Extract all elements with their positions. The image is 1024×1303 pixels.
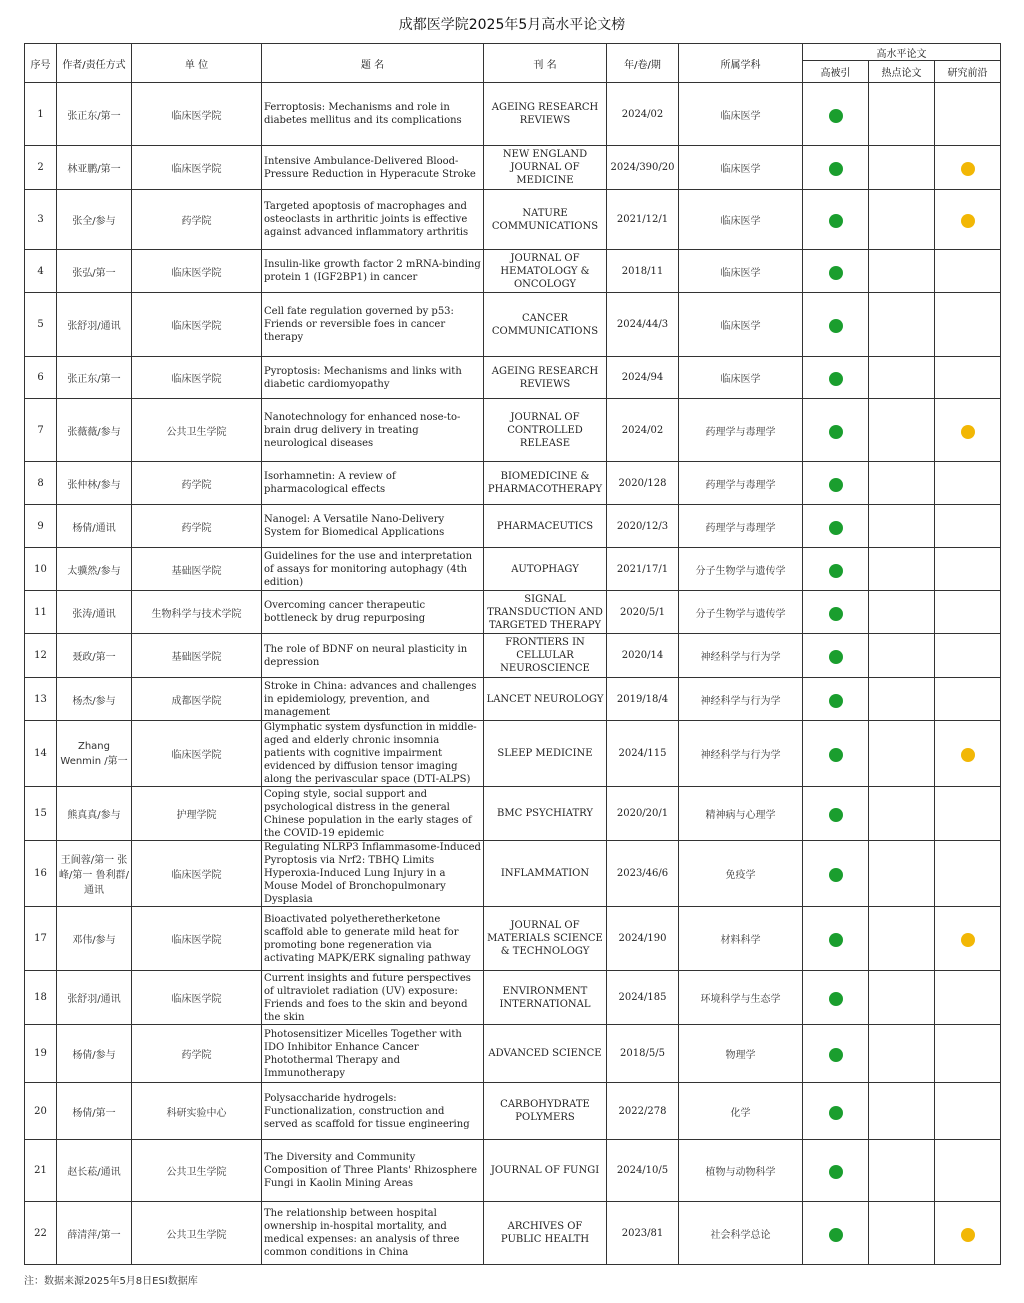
author-cell: 邓伟/参与 <box>57 907 132 971</box>
hot-paper-cell <box>869 146 935 190</box>
highly-cited-cell <box>803 841 869 907</box>
research-frontier-cell <box>935 399 1001 462</box>
unit-cell: 生物科学与技术学院 <box>132 591 262 634</box>
paper-title-cell: The relationship between hospital ownership in-hospital mortality, and medical expenses: an analysis of three common conditions in China <box>262 1202 484 1265</box>
research-frontier-dot <box>961 748 975 762</box>
journal-cell: JOURNAL OF MATERIALS SCIENCE & TECHNOLOGY <box>484 907 607 971</box>
table-row <box>25 357 1001 399</box>
subject-cell: 临床医学 <box>679 250 803 293</box>
row-number: 10 <box>25 548 57 591</box>
hot-paper-cell <box>869 907 935 971</box>
table-row <box>25 146 1001 190</box>
row-number: 21 <box>25 1140 57 1202</box>
unit-cell: 临床医学院 <box>132 146 262 190</box>
highly-cited-cell <box>803 1140 869 1202</box>
author-cell: 张仲林/参与 <box>57 462 132 505</box>
subject-cell: 临床医学 <box>679 146 803 190</box>
highly-cited-dot <box>829 694 843 708</box>
highly-cited-cell <box>803 505 869 548</box>
research-frontier-cell <box>935 907 1001 971</box>
volume-cell: 2023/46/6 <box>607 841 679 907</box>
research-frontier-cell <box>935 505 1001 548</box>
table-row <box>25 250 1001 293</box>
subject-cell: 临床医学 <box>679 190 803 250</box>
unit-cell: 科研实验中心 <box>132 1083 262 1140</box>
paper-title-cell: Coping style, social support and psychological distress in the general Chinese population in the early stages of the COVID-19 epidemic <box>262 787 484 841</box>
author-cell: 张正东/第一 <box>57 357 132 399</box>
paper-title-cell: Regulating NLRP3 Inflammasome-Induced Pyroptosis via Nrf2: TBHQ Limits Hyperoxia-Induced Lung Injury in a Mouse Model of Bronchopulmonary Dysplasia <box>262 841 484 907</box>
research-frontier-cell <box>935 971 1001 1025</box>
highly-cited-cell <box>803 591 869 634</box>
research-frontier-cell <box>935 357 1001 399</box>
journal-cell: AGEING RESEARCH REVIEWS <box>484 83 607 146</box>
highly-cited-cell <box>803 787 869 841</box>
subject-cell: 临床医学 <box>679 83 803 146</box>
unit-cell: 成都医学院 <box>132 678 262 721</box>
row-number: 15 <box>25 787 57 841</box>
research-frontier-cell <box>935 1202 1001 1265</box>
research-frontier-cell <box>935 1140 1001 1202</box>
author-cell: 张弘/第一 <box>57 250 132 293</box>
highly-cited-dot <box>829 162 843 176</box>
research-frontier-dot <box>961 933 975 947</box>
row-number: 13 <box>25 678 57 721</box>
table-row <box>25 787 1001 841</box>
header-group: 高水平论文 <box>803 44 1001 61</box>
row-number: 20 <box>25 1083 57 1140</box>
unit-cell: 药学院 <box>132 462 262 505</box>
research-frontier-dot <box>961 1228 975 1242</box>
highly-cited-dot <box>829 808 843 822</box>
paper-ranking-table <box>24 43 1001 1265</box>
research-frontier-cell <box>935 1083 1001 1140</box>
author-cell: 杨杰/参与 <box>57 678 132 721</box>
row-number: 9 <box>25 505 57 548</box>
highly-cited-cell <box>803 1025 869 1083</box>
hot-paper-cell <box>869 1083 935 1140</box>
highly-cited-dot <box>829 109 843 123</box>
unit-cell: 公共卫生学院 <box>132 399 262 462</box>
highly-cited-cell <box>803 190 869 250</box>
unit-cell: 临床医学院 <box>132 841 262 907</box>
hot-paper-cell <box>869 190 935 250</box>
row-number: 14 <box>25 721 57 787</box>
header-author: 作者/责任方式 <box>57 44 132 83</box>
hot-paper-cell <box>869 548 935 591</box>
highly-cited-cell <box>803 548 869 591</box>
highly-cited-dot <box>829 992 843 1006</box>
author-cell: 杨倩/第一 <box>57 1083 132 1140</box>
row-number: 2 <box>25 146 57 190</box>
subject-cell: 药理学与毒理学 <box>679 505 803 548</box>
research-frontier-cell <box>935 1025 1001 1083</box>
volume-cell: 2020/128 <box>607 462 679 505</box>
highly-cited-dot <box>829 868 843 882</box>
hot-paper-cell <box>869 678 935 721</box>
volume-cell: 2021/17/1 <box>607 548 679 591</box>
unit-cell: 临床医学院 <box>132 357 262 399</box>
highly-cited-dot <box>829 607 843 621</box>
row-number: 5 <box>25 293 57 357</box>
highly-cited-dot <box>829 748 843 762</box>
author-cell: 赵长菘/通讯 <box>57 1140 132 1202</box>
table-row <box>25 83 1001 146</box>
row-number: 3 <box>25 190 57 250</box>
paper-title-cell: The Diversity and Community Composition of Three Plants' Rhizosphere Fungi in Kaolin Mining Areas <box>262 1140 484 1202</box>
row-number: 22 <box>25 1202 57 1265</box>
volume-cell: 2024/02 <box>607 83 679 146</box>
unit-cell: 基础医学院 <box>132 548 262 591</box>
author-cell: 王阆蓉/第一 张峰/第一 鲁利群/通讯 <box>57 841 132 907</box>
subject-cell: 神经科学与行为学 <box>679 678 803 721</box>
journal-cell: SIGNAL TRANSDUCTION AND TARGETED THERAPY <box>484 591 607 634</box>
paper-title-cell: Current insights and future perspectives of ultraviolet radiation (UV) exposure: Friends and foes to the skin and beyond the skin <box>262 971 484 1025</box>
volume-cell: 2024/185 <box>607 971 679 1025</box>
highly-cited-dot <box>829 933 843 947</box>
volume-cell: 2024/94 <box>607 357 679 399</box>
highly-cited-cell <box>803 1083 869 1140</box>
subject-cell: 免疫学 <box>679 841 803 907</box>
hot-paper-cell <box>869 505 935 548</box>
unit-cell: 临床医学院 <box>132 83 262 146</box>
volume-cell: 2024/10/5 <box>607 1140 679 1202</box>
paper-title-cell: Nanogel: A Versatile Nano-Delivery System for Biomedical Applications <box>262 505 484 548</box>
highly-cited-dot <box>829 1048 843 1062</box>
author-cell: 熊真真/参与 <box>57 787 132 841</box>
research-frontier-cell <box>935 634 1001 678</box>
research-frontier-dot <box>961 214 975 228</box>
hot-paper-cell <box>869 971 935 1025</box>
highly-cited-cell <box>803 907 869 971</box>
journal-cell: ENVIRONMENT INTERNATIONAL <box>484 971 607 1025</box>
research-frontier-cell <box>935 787 1001 841</box>
highly-cited-cell <box>803 721 869 787</box>
unit-cell: 药学院 <box>132 1025 262 1083</box>
paper-title-cell: Overcoming cancer therapeutic bottleneck by drug repurposing <box>262 591 484 634</box>
hot-paper-cell <box>869 787 935 841</box>
subject-cell: 药理学与毒理学 <box>679 399 803 462</box>
research-frontier-dot <box>961 425 975 439</box>
author-cell: 张舒羽/通讯 <box>57 293 132 357</box>
hot-paper-cell <box>869 721 935 787</box>
table-row <box>25 634 1001 678</box>
volume-cell: 2024/44/3 <box>607 293 679 357</box>
subject-cell: 药理学与毒理学 <box>679 462 803 505</box>
research-frontier-cell <box>935 146 1001 190</box>
volume-cell: 2024/190 <box>607 907 679 971</box>
unit-cell: 公共卫生学院 <box>132 1140 262 1202</box>
research-frontier-cell <box>935 678 1001 721</box>
research-frontier-cell <box>935 250 1001 293</box>
page-title: 成都医学院2025年5月高水平论文榜 <box>398 17 626 33</box>
research-frontier-dot <box>961 162 975 176</box>
highly-cited-cell <box>803 462 869 505</box>
subject-cell: 物理学 <box>679 1025 803 1083</box>
table-row <box>25 505 1001 548</box>
subject-cell: 环境科学与生态学 <box>679 971 803 1025</box>
table-row <box>25 1202 1001 1265</box>
volume-cell: 2018/5/5 <box>607 1025 679 1083</box>
subject-cell: 材料科学 <box>679 907 803 971</box>
volume-cell: 2021/12/1 <box>607 190 679 250</box>
highly-cited-dot <box>829 650 843 664</box>
research-frontier-cell <box>935 721 1001 787</box>
research-frontier-cell <box>935 591 1001 634</box>
unit-cell: 公共卫生学院 <box>132 1202 262 1265</box>
paper-title-cell: Polysaccharide hydrogels: Functionalization, construction and served as scaffold for tissue engineering <box>262 1083 484 1140</box>
paper-title-cell: Intensive Ambulance-Delivered Blood-Pressure Reduction in Hyperacute Stroke <box>262 146 484 190</box>
hot-paper-cell <box>869 841 935 907</box>
unit-cell: 药学院 <box>132 505 262 548</box>
highly-cited-cell <box>803 1202 869 1265</box>
author-cell: 张薇薇/参与 <box>57 399 132 462</box>
table-row <box>25 907 1001 971</box>
volume-cell: 2024/390/20 <box>607 146 679 190</box>
row-number: 7 <box>25 399 57 462</box>
highly-cited-dot <box>829 425 843 439</box>
header-no: 序号 <box>25 44 57 83</box>
hot-paper-cell <box>869 1025 935 1083</box>
volume-cell: 2022/278 <box>607 1083 679 1140</box>
table-row <box>25 591 1001 634</box>
table-row <box>25 678 1001 721</box>
subject-cell: 化学 <box>679 1083 803 1140</box>
journal-cell: INFLAMMATION <box>484 841 607 907</box>
author-cell: 张舒羽/通讯 <box>57 971 132 1025</box>
table-row <box>25 721 1001 787</box>
table-row <box>25 1083 1001 1140</box>
highly-cited-dot <box>829 1228 843 1242</box>
volume-cell: 2019/18/4 <box>607 678 679 721</box>
row-number: 4 <box>25 250 57 293</box>
journal-cell: SLEEP MEDICINE <box>484 721 607 787</box>
highly-cited-cell <box>803 83 869 146</box>
row-number: 18 <box>25 971 57 1025</box>
highly-cited-cell <box>803 250 869 293</box>
author-cell: 聂政/第一 <box>57 634 132 678</box>
highly-cited-cell <box>803 634 869 678</box>
highly-cited-dot <box>829 564 843 578</box>
author-cell: 杨倩/通讯 <box>57 505 132 548</box>
table-row <box>25 462 1001 505</box>
research-frontier-cell <box>935 462 1001 505</box>
author-cell: 林亚鹏/第一 <box>57 146 132 190</box>
unit-cell: 临床医学院 <box>132 293 262 357</box>
research-frontier-cell <box>935 293 1001 357</box>
author-cell: 杨倩/参与 <box>57 1025 132 1083</box>
paper-title-cell: Insulin-like growth factor 2 mRNA-binding protein 1 (IGF2BP1) in cancer <box>262 250 484 293</box>
row-number: 11 <box>25 591 57 634</box>
row-number: 19 <box>25 1025 57 1083</box>
header-subject: 所属学科 <box>679 44 803 83</box>
volume-cell: 2020/14 <box>607 634 679 678</box>
paper-title-cell: Pyroptosis: Mechanisms and links with diabetic cardiomyopathy <box>262 357 484 399</box>
subject-cell: 分子生物学与遗传学 <box>679 591 803 634</box>
author-cell: Zhang Wenmin /第一 <box>57 721 132 787</box>
volume-cell: 2024/115 <box>607 721 679 787</box>
research-frontier-cell <box>935 83 1001 146</box>
volume-cell: 2023/81 <box>607 1202 679 1265</box>
journal-cell: BIOMEDICINE & PHARMACOTHERAPY <box>484 462 607 505</box>
table-row <box>25 1140 1001 1202</box>
journal-cell: NATURE COMMUNICATIONS <box>484 190 607 250</box>
header-hot: 热点论文 <box>869 61 935 83</box>
highly-cited-cell <box>803 971 869 1025</box>
paper-title-cell: Ferroptosis: Mechanisms and role in diabetes mellitus and its complications <box>262 83 484 146</box>
subject-cell: 社会科学总论 <box>679 1202 803 1265</box>
table-row <box>25 399 1001 462</box>
header-unit: 单 位 <box>132 44 262 83</box>
author-cell: 张涛/通讯 <box>57 591 132 634</box>
journal-cell: JOURNAL OF FUNGI <box>484 1140 607 1202</box>
table-row <box>25 190 1001 250</box>
hot-paper-cell <box>869 83 935 146</box>
research-frontier-cell <box>935 190 1001 250</box>
table-row <box>25 1025 1001 1083</box>
author-cell: 太骥然/参与 <box>57 548 132 591</box>
journal-cell: FRONTIERS IN CELLULAR NEUROSCIENCE <box>484 634 607 678</box>
header-paper: 题 名 <box>262 44 484 83</box>
research-frontier-cell <box>935 548 1001 591</box>
unit-cell: 药学院 <box>132 190 262 250</box>
subject-cell: 精神病与心理学 <box>679 787 803 841</box>
row-number: 17 <box>25 907 57 971</box>
journal-cell: ARCHIVES OF PUBLIC HEALTH <box>484 1202 607 1265</box>
unit-cell: 临床医学院 <box>132 971 262 1025</box>
header-frontier: 研究前沿 <box>935 61 1001 83</box>
subject-cell: 神经科学与行为学 <box>679 721 803 787</box>
paper-title-cell: Glymphatic system dysfunction in middle-aged and elderly chronic insomnia patients with cognitive impairment evidenced by diffusion tensor imaging along the perivascular space (DTI-ALPS) <box>262 721 484 787</box>
unit-cell: 护理学院 <box>132 787 262 841</box>
highly-cited-dot <box>829 1106 843 1120</box>
paper-title-cell: Photosensitizer Micelles Together with IDO Inhibitor Enhance Cancer Photothermal Therapy and Immunotherapy <box>262 1025 484 1083</box>
highly-cited-dot <box>829 372 843 386</box>
hot-paper-cell <box>869 634 935 678</box>
row-number: 12 <box>25 634 57 678</box>
paper-title-cell: Bioactivated polyetheretherketone scaffold able to generate mild heat for promoting bone regeneration via activating MAPK/ERK signaling pathway <box>262 907 484 971</box>
table-row <box>25 548 1001 591</box>
header-volume: 年/卷/期 <box>607 44 679 83</box>
row-number: 16 <box>25 841 57 907</box>
author-cell: 薛清萍/第一 <box>57 1202 132 1265</box>
highly-cited-dot <box>829 319 843 333</box>
highly-cited-cell <box>803 678 869 721</box>
journal-cell: NEW ENGLAND JOURNAL OF MEDICINE <box>484 146 607 190</box>
unit-cell: 基础医学院 <box>132 634 262 678</box>
unit-cell: 临床医学院 <box>132 721 262 787</box>
hot-paper-cell <box>869 357 935 399</box>
highly-cited-dot <box>829 521 843 535</box>
author-cell: 张正东/第一 <box>57 83 132 146</box>
hot-paper-cell <box>869 1202 935 1265</box>
author-cell: 张全/参与 <box>57 190 132 250</box>
paper-title-cell: Guidelines for the use and interpretation of assays for monitoring autophagy (4th edition) <box>262 548 484 591</box>
paper-title-cell: Nanotechnology for enhanced nose-to-brain drug delivery in treating neurological diseases <box>262 399 484 462</box>
hot-paper-cell <box>869 1140 935 1202</box>
highly-cited-cell <box>803 399 869 462</box>
subject-cell: 临床医学 <box>679 293 803 357</box>
row-number: 1 <box>25 83 57 146</box>
source-note: 注：数据来源2025年5月8日ESI数据库 <box>24 1276 198 1287</box>
highly-cited-cell <box>803 357 869 399</box>
row-number: 6 <box>25 357 57 399</box>
subject-cell: 分子生物学与遗传学 <box>679 548 803 591</box>
volume-cell: 2024/02 <box>607 399 679 462</box>
highly-cited-cell <box>803 146 869 190</box>
hot-paper-cell <box>869 462 935 505</box>
journal-cell: CARBOHYDRATE POLYMERS <box>484 1083 607 1140</box>
table-row <box>25 841 1001 907</box>
volume-cell: 2020/5/1 <box>607 591 679 634</box>
row-number: 8 <box>25 462 57 505</box>
volume-cell: 2020/20/1 <box>607 787 679 841</box>
subject-cell: 临床医学 <box>679 357 803 399</box>
header-journal: 刊 名 <box>484 44 607 83</box>
highly-cited-dot <box>829 478 843 492</box>
highly-cited-cell <box>803 293 869 357</box>
volume-cell: 2020/12/3 <box>607 505 679 548</box>
journal-cell: AUTOPHAGY <box>484 548 607 591</box>
research-frontier-cell <box>935 841 1001 907</box>
paper-title-cell: Cell fate regulation governed by p53: Friends or reversible foes in cancer therapy <box>262 293 484 357</box>
paper-title-cell: Isorhamnetin: A review of pharmacological effects <box>262 462 484 505</box>
unit-cell: 临床医学院 <box>132 907 262 971</box>
highly-cited-dot <box>829 1165 843 1179</box>
journal-cell: LANCET NEUROLOGY <box>484 678 607 721</box>
journal-cell: PHARMACEUTICS <box>484 505 607 548</box>
table-row <box>25 971 1001 1025</box>
header-highly-cited: 高被引 <box>803 61 869 83</box>
paper-title-cell: Stroke in China: advances and challenges in epidemiology, prevention, and management <box>262 678 484 721</box>
hot-paper-cell <box>869 399 935 462</box>
table-body <box>25 83 1001 1265</box>
journal-cell: AGEING RESEARCH REVIEWS <box>484 357 607 399</box>
paper-title-cell: The role of BDNF on neural plasticity in depression <box>262 634 484 678</box>
hot-paper-cell <box>869 250 935 293</box>
journal-cell: ADVANCED SCIENCE <box>484 1025 607 1083</box>
subject-cell: 植物与动物科学 <box>679 1140 803 1202</box>
paper-title-cell: Targeted apoptosis of macrophages and osteoclasts in arthritic joints is effective against advanced inflammatory arthritis <box>262 190 484 250</box>
journal-cell: CANCER COMMUNICATIONS <box>484 293 607 357</box>
unit-cell: 临床医学院 <box>132 250 262 293</box>
volume-cell: 2018/11 <box>607 250 679 293</box>
highly-cited-dot <box>829 266 843 280</box>
journal-cell: BMC PSYCHIATRY <box>484 787 607 841</box>
highly-cited-dot <box>829 214 843 228</box>
hot-paper-cell <box>869 293 935 357</box>
journal-cell: JOURNAL OF CONTROLLED RELEASE <box>484 399 607 462</box>
hot-paper-cell <box>869 591 935 634</box>
subject-cell: 神经科学与行为学 <box>679 634 803 678</box>
table-row <box>25 293 1001 357</box>
journal-cell: JOURNAL OF HEMATOLOGY & ONCOLOGY <box>484 250 607 293</box>
